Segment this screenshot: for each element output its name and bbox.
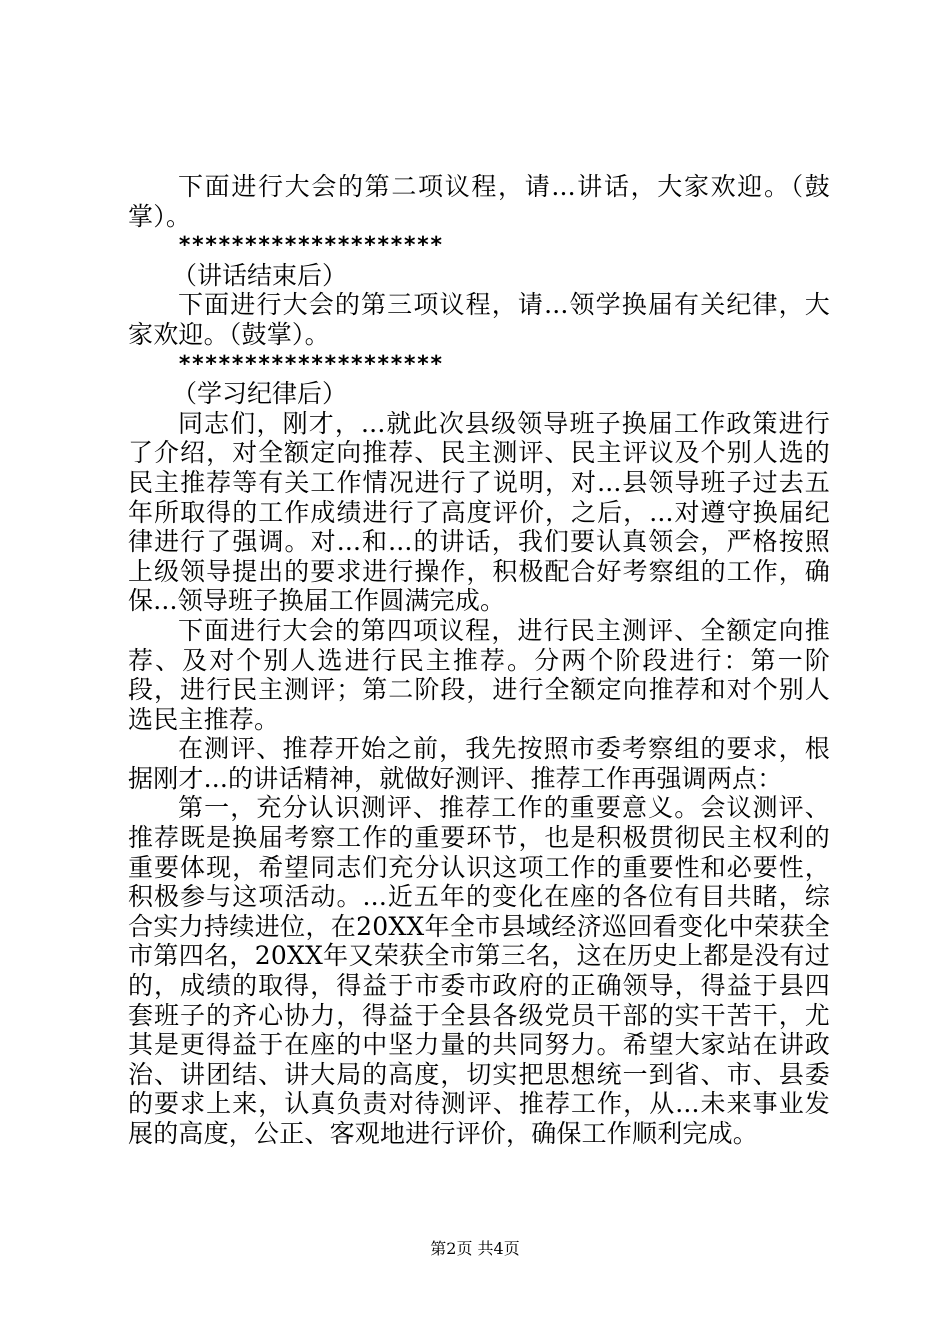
paragraph-agenda-two: 下面进行大会的第二项议程，请...讲话，大家欢迎。（鼓掌）。 [128,172,830,231]
document-body [128,172,830,1149]
stage-note: （学习纪律后） [172,379,348,409]
paragraph-agenda-three: 下面进行大会的第三项议程，请...领学换届有关纪律，大家欢迎。（鼓掌）。 [128,290,830,349]
paragraph-intro-points: 在测评、推荐开始之前，我先按照市委考察组的要求，根据刚才...的讲话精神，就做好测评、推荐工作再强调两点： [128,734,830,793]
paragraph-point-one: 第一，充分认识测评、推荐工作的重要意义。会议测评、推荐既是换届考察工作的重要环节，也是积极贯彻民主权利的重要体现，希望同志们充分认识这项工作的重要性和必要性，积极参与这项活动。...近五年的变化在座的各位有目共睹，综合实力持续进位，在20XX年全市县域经济巡回看变化中荣获全市第四名，20XX年又荣获全市第三名，这在历史上都是没有过的，成绩的取得，得益于市委市政府的正确领导，得益于县四套班子的齐心协力，得益于全县各级党员干部的实干苦干，尤其是更得益于在座的中坚力量的共同努力。希望大家站在讲政治、讲团结、讲大局的高度，切实把思想统一到省、市、县委的要求上来，认真负责对待测评、推荐工作，从...未来事业发展的高度，公正、客观地进行评价，确保工作顺利完成。 [128,793,830,1148]
paragraph-agenda-four: 下面进行大会的第四项议程，进行民主测评、全额定向推荐、及对个别人选进行民主推荐。分两个阶段进行：第一阶段，进行民主测评；第二阶段，进行全额定向推荐和对个别人选民主推荐。 [128,615,830,734]
separator-stars: ******************** [178,233,443,259]
page-footer: 第2页 共4页 [430,1239,520,1258]
separator-stars: ******************** [178,351,443,377]
stage-note: （讲话结束后） [172,260,348,290]
paragraph-summary: 同志们，刚才，...就此次县级领导班子换届工作政策进行了介绍，对全额定向推荐、民主测评、民主评议及个别人选的民主推荐等有关工作情况进行了说明，对...县领导班子过去五年所取得的工作成绩进行了高度评价，之后，...对遵守换届纪律进行了强调。对...和...的讲话，我们要认真领会，严格按照上级领导提出的要求进行操作，积极配合好考察组的工作，确保...领导班子换届工作圆满完成。 [128,408,830,616]
